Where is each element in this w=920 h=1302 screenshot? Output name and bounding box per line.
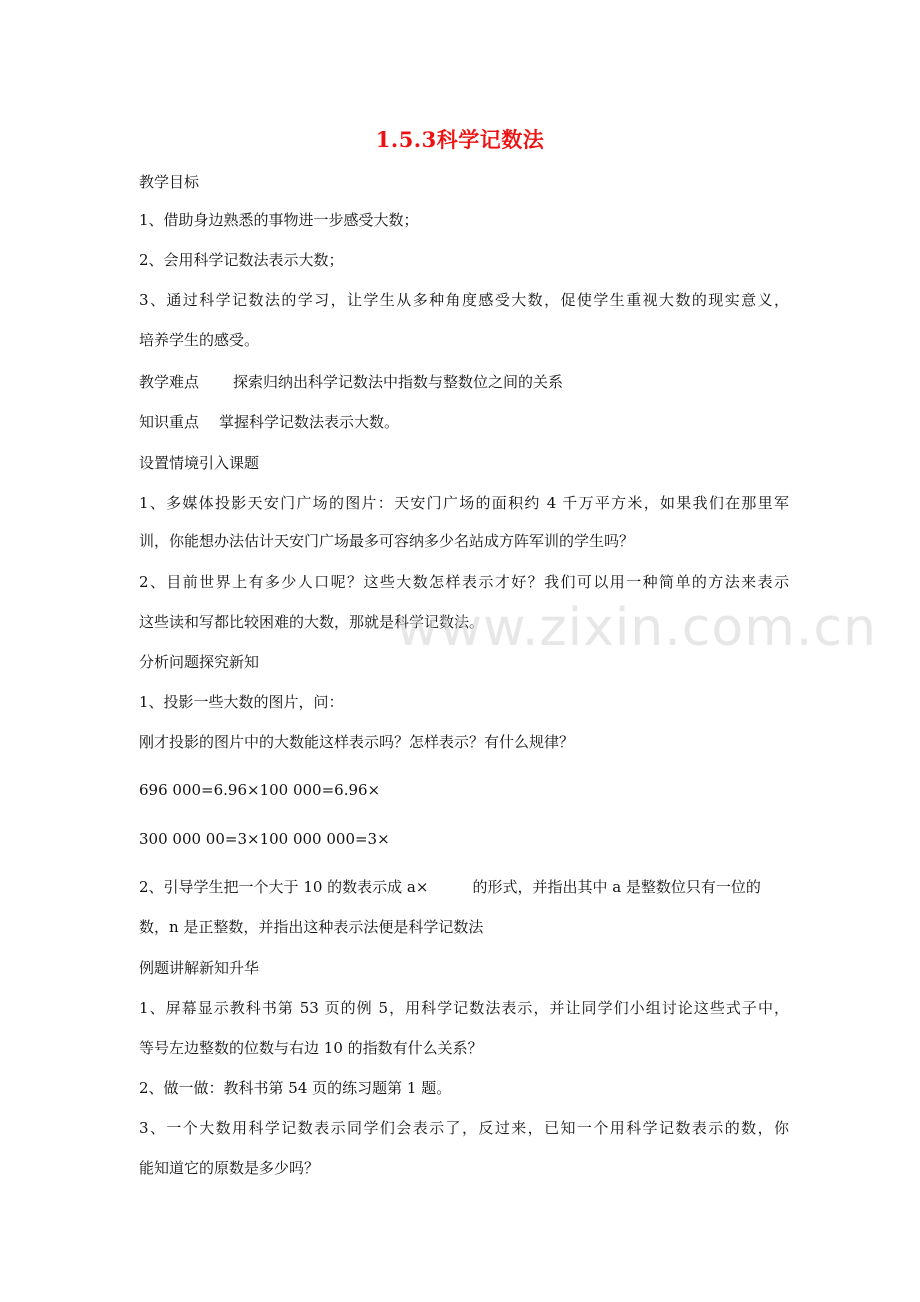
analysis-heading: 分析问题探究新知 [139, 653, 260, 671]
equation-2: 300 000 00=3×100 000 000=3× [139, 830, 390, 848]
objective-3-line-2: 培养学生的感受。 [139, 331, 260, 349]
analysis-2-post: 的形式，并指出其中 a 是整数位只有一位的 [472, 878, 761, 896]
analysis-2-line-2: 数，n 是正整数，并指出这种表示法便是科学记数法 [139, 918, 484, 936]
intro-heading: 设置情境引入课题 [139, 454, 260, 472]
keypoint-row [139, 412, 789, 432]
keypoint-text: 掌握科学记数法表示大数。 [219, 413, 400, 431]
example-2: 2、做一做：教科书第 54 页的练习题第 1 题。 [139, 1079, 452, 1097]
equation-1: 696 000=6.96×100 000=6.96× [139, 781, 381, 799]
analysis-1: 1、投影一些大数的图片，问： [139, 693, 344, 711]
example-3-line-1: 3、一个大数用科学记数表示同学们会表示了，反过来，已知一个用科学记数表示的数，你 [139, 1119, 789, 1137]
objective-3-line-1: 3、通过科学记数法的学习，让学生从多种角度感受大数，促使学生重视大数的现实意义， [139, 291, 789, 309]
page-title: 1.5.3科学记数法 [375, 127, 545, 152]
intro-1-line-1: 1、多媒体投影天安门广场的图片：天安门广场的面积约 4 千万平方米，如果我们在那里军 [139, 494, 789, 512]
analysis-2-line-1 [139, 877, 789, 897]
analysis-2-pre: 2、引导学生把一个大于 10 的数表示成 a× [139, 878, 429, 896]
intro-2-line-1: 2、目前世界上有多少人口呢？这些大数怎样表示才好？我们可以用一种简单的方法来表示 [139, 573, 789, 591]
keypoint-label: 知识重点 [139, 413, 200, 431]
example-3-line-2: 能知道它的原数是多少吗？ [139, 1159, 320, 1177]
intro-2-line-2: 这些读和写都比较困难的大数，那就是科学记数法。 [139, 613, 485, 631]
difficulty-text: 探索归纳出科学记数法中指数与整数位之间的关系 [233, 373, 564, 391]
objectives-heading: 教学目标 [139, 173, 200, 191]
watermark: www.zixin.com.cn [396, 598, 877, 658]
analysis-1-question: 刚才投影的图片中的大数能这样表示吗？怎样表示？有什么规律？ [139, 733, 575, 751]
intro-1-line-2: 训，你能想办法估计天安门广场最多可容纳多少名站成方阵军训的学生吗？ [139, 532, 635, 550]
difficulty-row [139, 372, 789, 392]
objective-1: 1、借助身边熟悉的事物进一步感受大数； [139, 211, 419, 229]
objective-2: 2、会用科学记数法表示大数； [139, 251, 344, 269]
example-1-line-1: 1、屏幕显示教科书第 53 页的例 5，用科学记数法表示，并让同学们小组讨论这些式子中， [139, 999, 789, 1017]
difficulty-label: 教学难点 [139, 373, 200, 391]
example-1-line-2: 等号左边整数的位数与右边 10 的指数有什么关系？ [139, 1039, 483, 1057]
example-heading: 例题讲解新知升华 [139, 959, 260, 977]
